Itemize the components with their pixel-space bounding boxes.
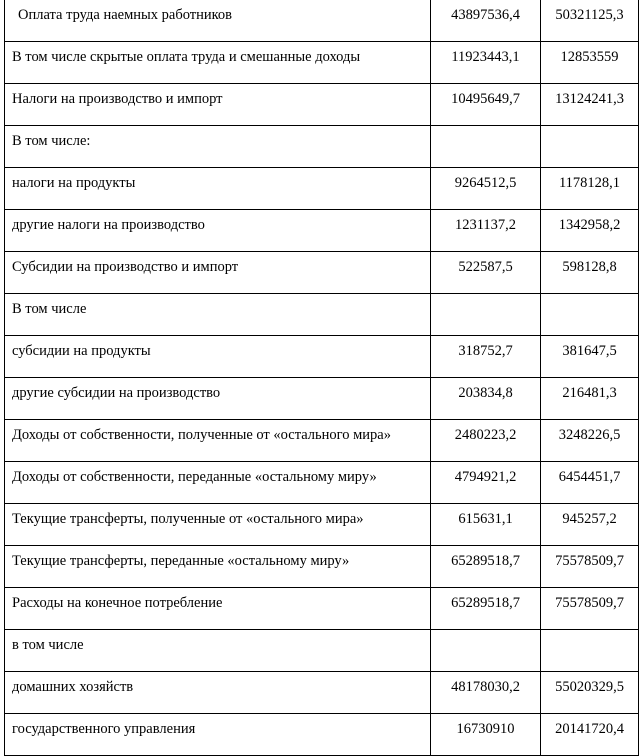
value-cell-col2: 50321125,3 bbox=[541, 0, 639, 42]
value-cell-col1: 2480223,2 bbox=[431, 420, 541, 462]
value-cell-col2: 598128,8 bbox=[541, 252, 639, 294]
value-cell-col1: 65289518,7 bbox=[431, 588, 541, 630]
row-label-cell: другие налоги на производство bbox=[5, 210, 431, 252]
value-cell-col1: 48178030,2 bbox=[431, 672, 541, 714]
table-row bbox=[5, 588, 639, 630]
row-label-cell: В том числе скрытые оплата труда и смешанные доходы bbox=[5, 42, 431, 84]
value-cell-col2: 75578509,7 bbox=[541, 588, 639, 630]
value-cell-col2: 75578509,7 bbox=[541, 546, 639, 588]
value-cell-col1: 16730910 bbox=[431, 714, 541, 756]
value-cell-col1: 9264512,5 bbox=[431, 168, 541, 210]
row-label-cell: налоги на продукты bbox=[5, 168, 431, 210]
value-cell-col2: 1178128,1 bbox=[541, 168, 639, 210]
row-label-cell: домашних хозяйств bbox=[5, 672, 431, 714]
row-label-cell: Оплата труда наемных работников bbox=[5, 0, 431, 42]
table-row bbox=[5, 0, 639, 42]
row-label-cell: В том числе bbox=[5, 294, 431, 336]
value-cell-col2: 381647,5 bbox=[541, 336, 639, 378]
value-cell-col1: 203834,8 bbox=[431, 378, 541, 420]
table-row bbox=[5, 378, 639, 420]
value-cell-col1 bbox=[431, 294, 541, 336]
table-row bbox=[5, 168, 639, 210]
value-cell-col2: 13124241,3 bbox=[541, 84, 639, 126]
row-label-cell: субсидии на продукты bbox=[5, 336, 431, 378]
value-cell-col1: 522587,5 bbox=[431, 252, 541, 294]
table-row bbox=[5, 336, 639, 378]
table-row bbox=[5, 630, 639, 672]
row-label-cell: государственного управления bbox=[5, 714, 431, 756]
value-cell-col2 bbox=[541, 126, 639, 168]
value-cell-col2: 12853559 bbox=[541, 42, 639, 84]
value-cell-col2 bbox=[541, 630, 639, 672]
value-cell-col1: 65289518,7 bbox=[431, 546, 541, 588]
table-body bbox=[5, 0, 639, 756]
value-cell-col2: 216481,3 bbox=[541, 378, 639, 420]
value-cell-col2: 55020329,5 bbox=[541, 672, 639, 714]
row-label-cell: Субсидии на производство и импорт bbox=[5, 252, 431, 294]
row-label-cell: Текущие трансферты, полученные от «остального мира» bbox=[5, 504, 431, 546]
value-cell-col1 bbox=[431, 126, 541, 168]
table-row bbox=[5, 546, 639, 588]
row-label-cell: Доходы от собственности, переданные «остальному миру» bbox=[5, 462, 431, 504]
row-label-cell: в том числе bbox=[5, 630, 431, 672]
value-cell-col1 bbox=[431, 630, 541, 672]
row-label-cell: Доходы от собственности, полученные от «остального мира» bbox=[5, 420, 431, 462]
value-cell-col1: 1231137,2 bbox=[431, 210, 541, 252]
value-cell-col2: 6454451,7 bbox=[541, 462, 639, 504]
table-row bbox=[5, 42, 639, 84]
table-row bbox=[5, 504, 639, 546]
value-cell-col2: 945257,2 bbox=[541, 504, 639, 546]
row-label-cell: Расходы на конечное потребление bbox=[5, 588, 431, 630]
value-cell-col2: 3248226,5 bbox=[541, 420, 639, 462]
value-cell-col1: 615631,1 bbox=[431, 504, 541, 546]
table-row bbox=[5, 252, 639, 294]
value-cell-col2 bbox=[541, 294, 639, 336]
table-row bbox=[5, 126, 639, 168]
table-row bbox=[5, 672, 639, 714]
row-label-cell: Налоги на производство и импорт bbox=[5, 84, 431, 126]
table-row bbox=[5, 714, 639, 756]
value-cell-col2: 20141720,4 bbox=[541, 714, 639, 756]
data-table bbox=[4, 0, 639, 756]
row-label-cell: Текущие трансферты, переданные «остальному миру» bbox=[5, 546, 431, 588]
row-label-cell: В том числе: bbox=[5, 126, 431, 168]
value-cell-col1: 43897536,4 bbox=[431, 0, 541, 42]
value-cell-col2: 1342958,2 bbox=[541, 210, 639, 252]
table-row bbox=[5, 294, 639, 336]
table-row bbox=[5, 210, 639, 252]
row-label-cell: другие субсидии на производство bbox=[5, 378, 431, 420]
table-row bbox=[5, 462, 639, 504]
value-cell-col1: 11923443,1 bbox=[431, 42, 541, 84]
table-row bbox=[5, 84, 639, 126]
table-row bbox=[5, 420, 639, 462]
value-cell-col1: 10495649,7 bbox=[431, 84, 541, 126]
value-cell-col1: 4794921,2 bbox=[431, 462, 541, 504]
value-cell-col1: 318752,7 bbox=[431, 336, 541, 378]
